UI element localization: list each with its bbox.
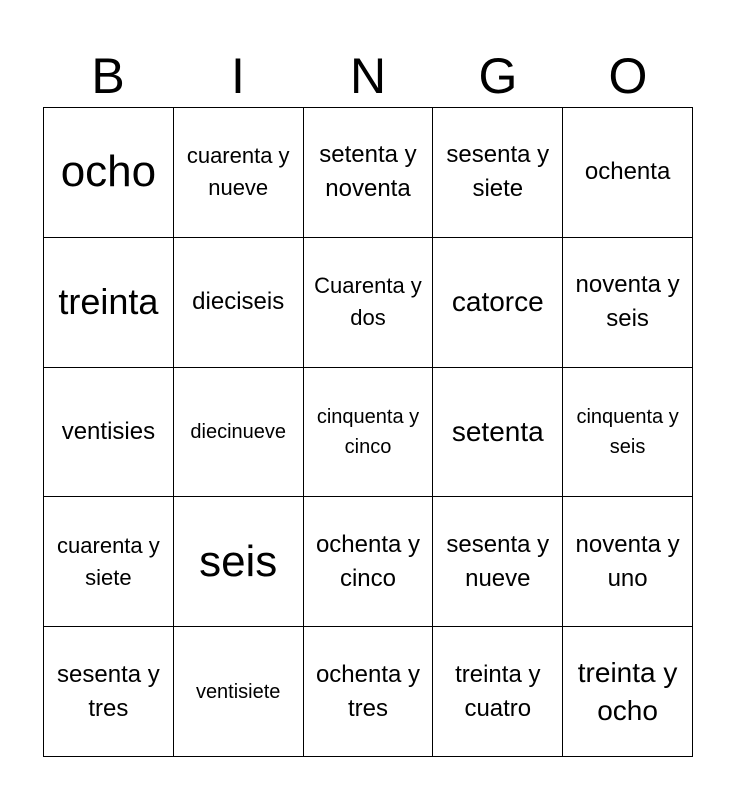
bingo-cell [44,497,174,627]
cell-text: cinquenta y cinco [316,405,420,458]
bingo-board [43,107,693,757]
cell-text: treinta y ocho [577,656,678,726]
bingo-cell [44,108,174,238]
cell-text: noventa y uno [575,530,680,592]
cell-text: ochenta y tres [315,660,421,722]
cell-text: treinta [58,281,159,323]
bingo-cell [44,368,174,498]
bingo-cell [44,627,174,757]
bingo-cell [433,238,563,368]
bingo-cell [304,238,434,368]
bingo-cell [563,627,693,757]
cell-text: diecinueve [190,420,286,443]
bingo-cell [174,108,304,238]
cell-text: seis [199,536,278,586]
bingo-cell [174,497,304,627]
bingo-cell [433,627,563,757]
cell-text: ventisiete [195,680,281,703]
cell-text: treinta y cuatro [455,660,541,722]
cell-text: sesenta y siete [446,141,550,203]
bingo-cell [433,368,563,498]
bingo-cell [563,497,693,627]
cell-text: Cuarenta y dos [314,273,422,331]
cell-text: catorce [451,286,544,318]
cell-text: ventisies [61,417,156,445]
bingo-header [43,45,693,107]
cell-text: cinquenta y seis [576,405,679,458]
cell-text: dieciseis [192,288,285,316]
bingo-cell [563,108,693,238]
bingo-cell [44,238,174,368]
bingo-cell [304,368,434,498]
header-letter-b: B [91,48,125,104]
cell-text: setenta [451,415,544,447]
cell-text: cuarenta y siete [57,532,160,590]
header-letter-n: N [349,48,387,104]
cell-text: setenta y noventa [319,141,417,203]
cell-text: sesenta y tres [57,660,160,722]
header-letter-g: G [478,48,518,104]
bingo-cell [563,368,693,498]
cell-text: ochenta y cinco [315,530,421,592]
bingo-cell [304,627,434,757]
bingo-cell [174,368,304,498]
bingo-cell [304,497,434,627]
header-letter-o: O [608,48,648,104]
bingo-cell [433,108,563,238]
cell-text: ocho [60,147,157,197]
bingo-cell [433,497,563,627]
cell-text: ochenta [584,158,671,186]
cell-text: noventa y seis [575,271,680,333]
cell-text: cuarenta y nueve [186,143,290,201]
bingo-cell [174,238,304,368]
header-letter-i: I [231,48,245,104]
bingo-cell [304,108,434,238]
bingo-cell [174,627,304,757]
bingo-cell [563,238,693,368]
cell-text: sesenta y nueve [446,530,550,592]
